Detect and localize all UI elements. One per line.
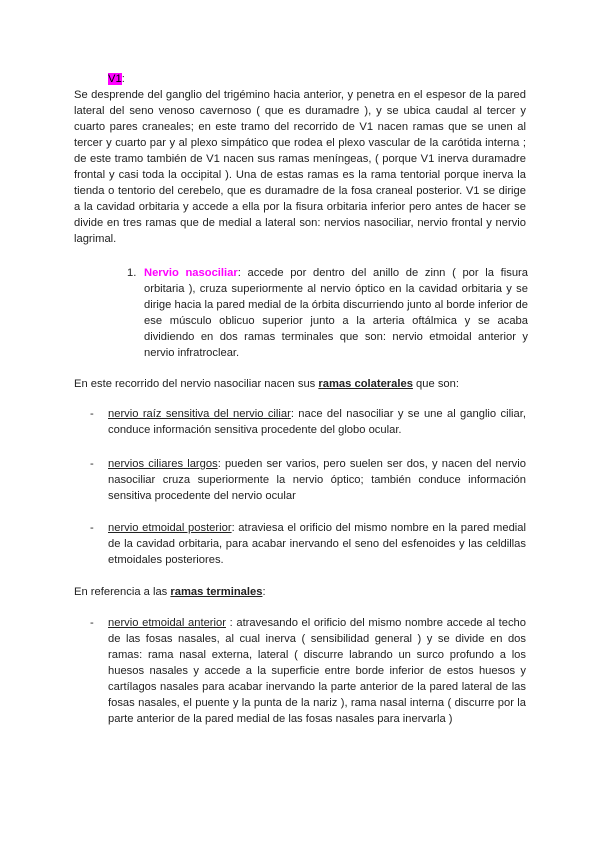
nasociliar-description: : accede por dentro del anillo de zinn ( por la fisura orbitaria ), cruza superiormente al nervio óptico en la cavidad orbitaria y se dirige hacia la pared medial de la órbita discurriendo junto al borde inferior de ese músculo oblicuo superior junto a la arteria oftálmica y se acaba dividiendo en dos ramas terminales que son: nervio etmoidal anterior y nervio infratroclear. [144,267,528,359]
item-text: : pueden ser varios, pero suelen ser dos, y nacen del nervio nasociliar cruza superiormente la nervio óptico; también conduce información sensitiva procedente del nervio ocular [108,458,526,502]
terminales-tail: : [262,586,266,598]
list-item [108,520,526,568]
colaterales-intro [74,376,526,392]
list-number: 1. [127,267,137,279]
bullet-dash: - [90,458,94,470]
item-term: nervio etmoidal anterior [108,617,226,629]
colaterales-lead: En este recorrido del nervio nasociliar nacen sus [74,378,319,390]
highlighted-title: V1 [108,73,122,85]
colaterales-heading: ramas colaterales [318,378,413,390]
bullet-dash: - [90,617,94,629]
item-text: : atraviesa el orificio del mismo nombre en la pared medial de la cavidad orbitaria, para acabar inervando el seno del esfenoides y las celdillas etmoidales posteriores. [108,522,526,566]
terminales-heading: ramas terminales [170,586,263,598]
list-item [108,615,526,727]
section-title [108,71,125,87]
title-colon: : [121,73,125,85]
intro-paragraph: Se desprende del ganglio del trigémino hacia anterior, y penetra en el espesor de la pared lateral del seno venoso cavernoso ( que es duramadre ), y se ubica caudal al tercer y cuarto pares craneales; en este tramo del recorrido de V1 nacen ramas que se unen al tercer y cuarto par y al plexo simpático que rodea el plexo vascular de la carótida interna ; de este tramo también de V1 nacen sus ramas meníngeas, ( porque V1 inerva duramadre frontal y casi toda la occipital ). Una de estas ramas es la rama tentorial porque inerva la tienda o tentorio del cerebelo, que es duramadre de la fosa craneal posterior. V1 se dirige a la cavidad orbitaria y accede a ella por la fisura orbitaria inferior pero antes de hacer se divide en tres ramas que de medial a lateral son: nervios nasociliar, nervio frontal y nervio lagrimal. [74,89,526,245]
numbered-item-nasociliar [144,265,528,361]
colaterales-tail: que son: [412,378,459,390]
item-text: : atravesando el orificio del mismo nombre accede al techo de las fosas nasales, al cual inerva ( sensibilidad general ) y se divide en dos ramas: rama nasal externa, lateral ( discurre labrando un surco profundo a los huesos nasales y accede a la superficie entre borde inferior de estos huesos y cartílagos nasales para acabar inervando la parte anterior de la pared lateral de las fosas nasales, el puente y la punta de la nariz ), rama nasal interna ( discurre por la parte anterior de la pared medial de las fosas nasales para inervarla ) [108,617,526,725]
item-term: nervio etmoidal posterior [108,522,232,534]
term-nervio-nasociliar: Nervio nasociliar [144,267,238,279]
list-item [108,456,526,504]
item-term: nervio raíz sensitiva del nervio ciliar [108,408,291,420]
terminales-intro [74,584,526,600]
bullet-dash: - [90,522,94,534]
item-text: : nace del nasociliar y se une al ganglio ciliar, conduce información sensitiva procedente del globo ocular. [108,408,526,436]
terminales-lead: En referencia a las [74,586,171,598]
list-item [108,406,526,438]
item-term: nervios ciliares largos [108,458,218,470]
bullet-dash: - [90,408,94,420]
